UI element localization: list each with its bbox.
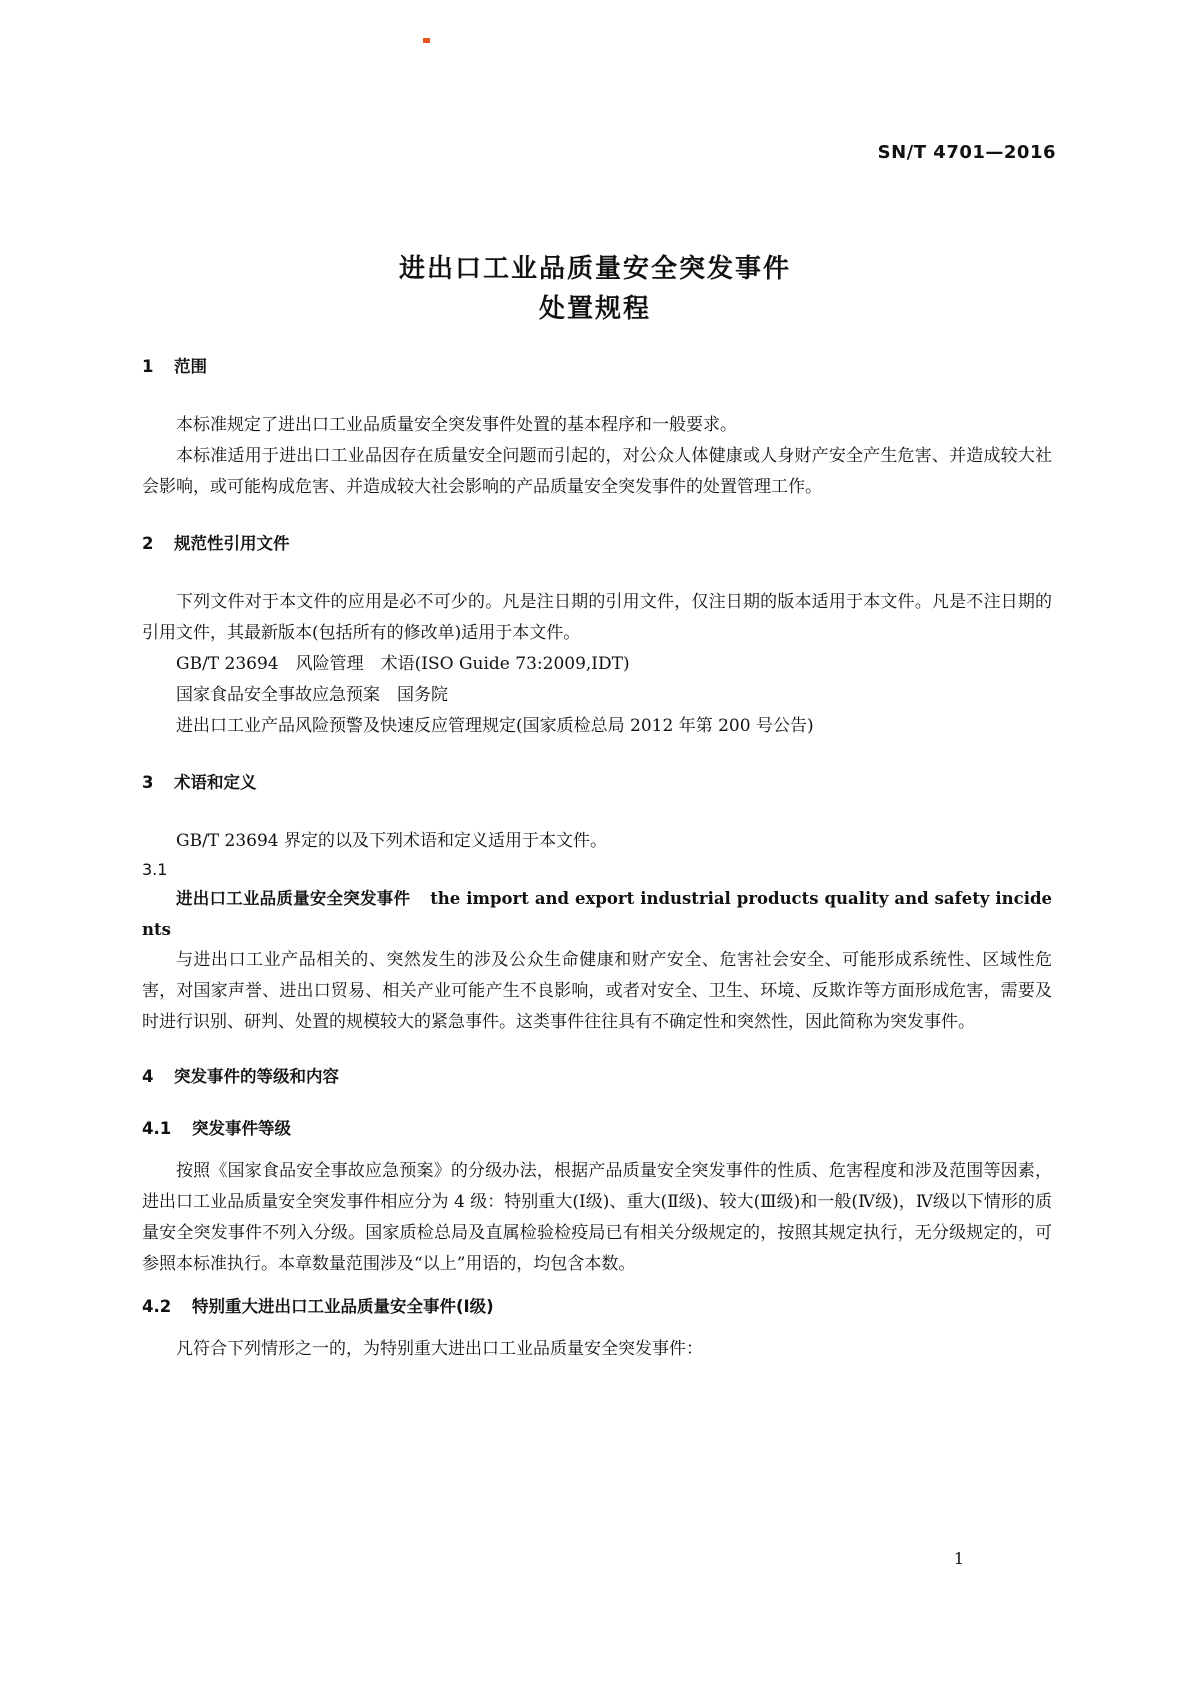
section-title: 规范性引用文件 (174, 534, 290, 553)
paragraph: 按照《国家食品安全事故应急预案》的分级办法，根据产品质量安全突发事件的性质、危害程度和涉及范围等因素，进出口工业品质量安全突发事件相应分为 4 级：特别重大(Ⅰ级)、重大(Ⅱ级)、较大(Ⅲ级)和一般(Ⅳ级)，Ⅳ级以下情形的质量安全突发事件不列入分级。国家质检总局及直属检验检疫局已有相关分级规定的，按照其规定执行，无分级规定的，可参照本标准执行。本章数量范围涉及“以上”用语的，均包含本数。 (142, 1161, 1052, 1274)
term-english: the import and export industrial products quality and safety incidents (142, 889, 1053, 939)
section-number: 4 (142, 1067, 154, 1086)
term-chinese: 进出口工业品质量安全突发事件 (176, 889, 411, 908)
section-heading-2 (142, 533, 1052, 555)
standard-code: SN/T 4701—2016 (877, 142, 1056, 163)
section-title: 突发事件的等级和内容 (174, 1067, 339, 1086)
document-body (142, 357, 1053, 1365)
section-heading-1 (142, 356, 1052, 378)
subsection-heading-4-2 (142, 1296, 1052, 1318)
section-title: 术语和定义 (174, 773, 257, 792)
subsection-number: 4.2 (142, 1297, 172, 1316)
section-number: 3 (142, 773, 154, 792)
term-heading (142, 883, 1052, 945)
section-number: 1 (142, 357, 154, 376)
subsection-heading-4-1 (142, 1118, 1052, 1140)
paragraph: GB/T 23694 界定的以及下列术语和定义适用于本文件。 (176, 831, 608, 851)
reference-item: 国家食品安全事故应急预案 国务院 (176, 685, 448, 705)
page-number: 1 (953, 1549, 964, 1568)
paragraph: 下列文件对于本文件的应用是必不可少的。凡是注日期的引用文件，仅注日期的版本适用于本文件。凡是不注日期的引用文件，其最新版本(包括所有的修改单)适用于本文件。 (142, 592, 1052, 643)
paragraph: 本标准规定了进出口工业品质量安全突发事件处置的基本程序和一般要求。 (176, 415, 737, 435)
paragraph: 凡符合下列情形之一的，为特别重大进出口工业品质量安全突发事件： (176, 1339, 703, 1359)
term-number: 3.1 (142, 860, 168, 879)
section-heading-3 (142, 772, 1052, 794)
section-number: 2 (142, 534, 154, 553)
section-heading-4 (142, 1066, 1052, 1088)
paragraph: 本标准适用于进出口工业品因存在质量安全问题而引起的，对公众人体健康或人身财产安全产生危害、并造成较大社会影响，或可能构成危害、并造成较大社会影响的产品质量安全突发事件的处置管理工作。 (142, 446, 1052, 497)
term-definition: 与进出口工业产品相关的、突然发生的涉及公众生命健康和财产安全、危害社会安全、可能形成系统性、区域性危害，对国家声誉、进出口贸易、相关产业可能产生不良影响，或者对安全、卫生、环境、反欺诈等方面形成危害，需要及时进行识别、研判、处置的规模较大的紧急事件。这类事件往往具有不确定性和突然性，因此简称为突发事件。 (142, 950, 1052, 1032)
subsection-number: 4.1 (142, 1119, 172, 1138)
section-title: 范围 (174, 357, 207, 376)
reference-item: GB/T 23694 风险管理 术语(ISO Guide 73:2009,IDT) (176, 654, 630, 674)
document-subtitle: 处置规程 (538, 294, 651, 324)
subsection-title: 突发事件等级 (192, 1119, 291, 1138)
subsection-title: 特别重大进出口工业品质量安全事件(Ⅰ级) (192, 1297, 494, 1316)
corner-mark (423, 38, 430, 43)
reference-item: 进出口工业产品风险预警及快速反应管理规定(国家质检总局 2012 年第 200 号公告) (176, 716, 814, 736)
document-title: 进出口工业品质量安全突发事件 (398, 254, 791, 284)
